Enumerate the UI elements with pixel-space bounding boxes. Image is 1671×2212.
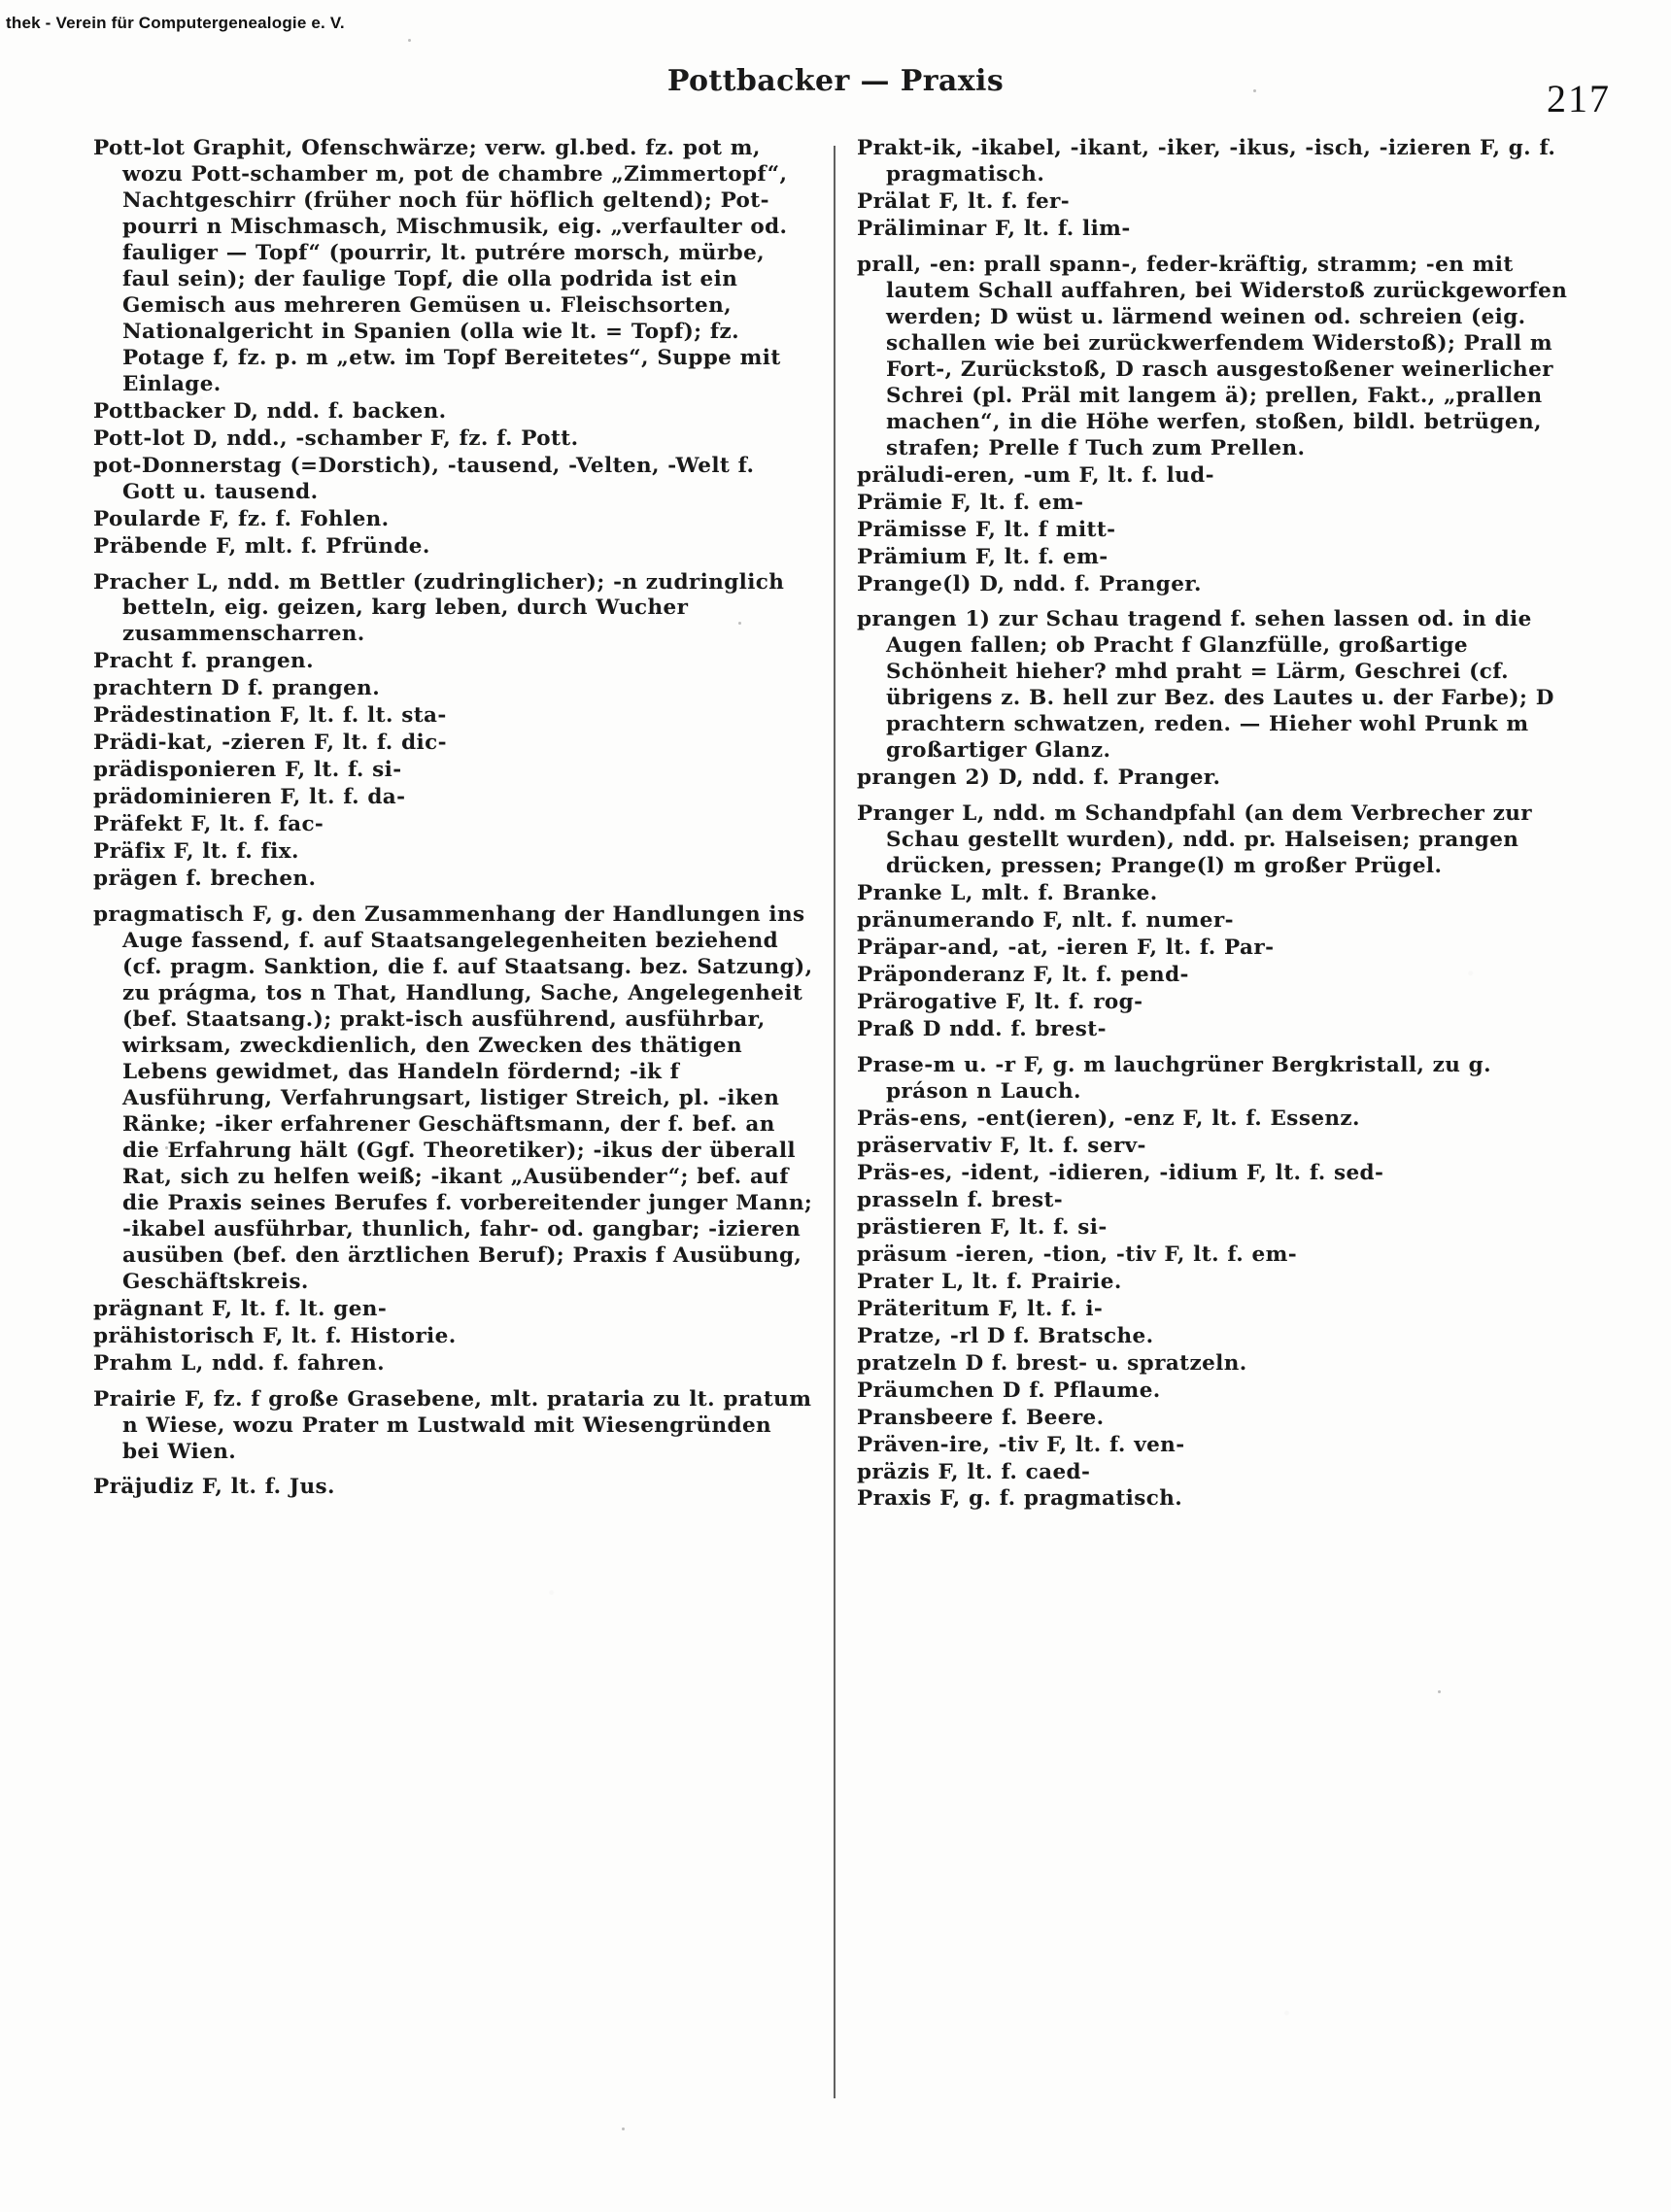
left-column — [93, 136, 814, 2098]
dictionary-entry: pränumerando F, nlt. f. numer- — [857, 908, 1234, 934]
dictionary-entry: präzis F, lt. f. caed- — [857, 1459, 1091, 1484]
dictionary-entry: Präs-es, -ident, -idieren, -idium F, lt. f. sed- — [857, 1160, 1384, 1185]
dictionary-entry: präludi-eren, -um F, lt. f. lud- — [857, 462, 1214, 488]
dictionary-entry: Prairie F, fz. f große Grasebene, mlt. prataria zu lt. pratum n Wiese, wozu Prater m Lustwald mit Wiesengründen bei Wien. — [93, 1386, 812, 1464]
dictionary-entry: Pracher L, ndd. m Bettler (zudringlicher); -n zudringlich betteln, eig. geizen, karg leben, durch Wucher zusammenscharren. — [93, 569, 785, 647]
dictionary-entry: Prädi-kat, -zieren F, lt. f. dic- — [93, 731, 447, 756]
dictionary-entry: Pranke L, mlt. f. Branke. — [857, 881, 1158, 906]
dictionary-entry: Pracht f. prangen. — [93, 649, 314, 674]
dictionary-entry: pragmatisch F, g. den Zusammenhang der Handlungen ins Auge fassend, f. auf Staatsangelegenheiten beziehend (cf. pragm. Sanktion, die f. auf Staatsang. bez. Satzung), zu prágma, tos n That, Handlung, Sache, Angelegenheit (bef. Staatsang.); prakt-isch ausführend, ausführbar, wirksam, zweckdienlich, den Zwecken des thätigen Lebens gewidmet, das Handeln fördernd; -ik f Ausführung, Verfahrungsart, listiger Streich, pl. -iken Ränke; -iker erfahrener Geschäftsmann, der f. bef. an die Erfahrung hält (Ggf. Theoretiker); -ikus der überall Rat, sich zu helfen weiß; -ikant „Ausübender“; bef. auf die Praxis seines Berufes f. vorbereitender junger Mann; -ikabel ausführbar, thunlich, fahr- od. gangbar; -izieren ausüben (bef. den ärztlichen Beruf); Praxis f Ausübung, Geschäftskreis. — [93, 902, 813, 1294]
dictionary-entry: Präjudiz F, lt. f. Jus. — [93, 1475, 335, 1500]
dictionary-entry: Poularde F, fz. f. Fohlen. — [93, 506, 390, 531]
dictionary-entry: Präs-ens, -ent(ieren), -enz F, lt. f. Essenz. — [857, 1106, 1360, 1131]
dictionary-entry: Prater L, lt. f. Prairie. — [857, 1269, 1122, 1294]
dictionary-entry: prägen f. brechen. — [93, 867, 317, 892]
dictionary-entry: prädominieren F, lt. f. da- — [93, 785, 406, 810]
dictionary-entry: Präpar-and, -at, -ieren F, lt. f. Par- — [857, 936, 1275, 961]
dictionary-entry: Präliminar F, lt. f. lim- — [857, 216, 1131, 241]
library-watermark: thek - Verein für Computergenealogie e. V. — [6, 14, 345, 32]
dictionary-entry: Prämium F, lt. f. em- — [857, 544, 1108, 569]
dictionary-entry: präservativ F, lt. f. serv- — [857, 1133, 1146, 1158]
right-column — [857, 136, 1578, 2098]
dictionary-entry: Präven-ire, -tiv F, lt. f. ven- — [857, 1432, 1185, 1457]
dictionary-entry: Prakt-ik, -ikabel, -ikant, -iker, -ikus, -isch, -izieren F, g. f. pragmatisch. — [857, 136, 1556, 187]
dictionary-entry: Präbende F, mlt. f. Pfründe. — [93, 533, 430, 559]
dictionary-entry: Pott-lot D, ndd., -schamber F, fz. f. Pott. — [93, 425, 579, 451]
dictionary-entry: Prange(l) D, ndd. f. Pranger. — [857, 571, 1202, 596]
dictionary-entry: Präfix F, lt. f. fix. — [93, 839, 299, 865]
dictionary-entry: Prärogative F, lt. f. rog- — [857, 990, 1143, 1015]
dictionary-entry: prästieren F, lt. f. si- — [857, 1214, 1108, 1240]
dictionary-entry: prangen 1) zur Schau tragend f. sehen lassen od. in die Augen fallen; ob Pracht f Glanzfülle, großartige Schönheit hieher? mhd praht = Lärm, Geschrei (cf. übrigens z. B. hell zur Bez. des Lautes u. der Farbe); D prachtern schwatzen, reden. — Hieher wohl Prunk m großartiger Glanz. — [857, 607, 1554, 764]
dictionary-entry: prall, -en: prall spann-, feder-kräftig, stramm; -en mit lautem Schall auffahren, bei Widerstoß zurückgeworfen werden; D wüst u. lärmend weinen od. schreien (eig. schallen wie bei zurückwerfendem Widerstoß); Prall m Fort-, Zurückstoß, D rasch ausgestoßener weinerlicher Schrei (pl. Präl mit langem ä); prellen, Fakt., „prallen machen“, in die Höhe werfen, stoßen, bildl. betrügen, strafen; Prelle f Tuch zum Prellen. — [857, 252, 1568, 460]
running-head: Pottbacker — Praxis — [666, 64, 1005, 98]
dictionary-entry: prangen 2) D, ndd. f. Pranger. — [857, 766, 1221, 791]
dictionary-entry: prasseln f. brest- — [857, 1187, 1064, 1212]
dictionary-entry: pratzeln D f. brest- u. spratzeln. — [857, 1350, 1247, 1376]
dictionary-entry: pot-Donnerstag (=Dorstich), -tausend, -Velten, -Welt f. Gott u. tausend. — [93, 453, 755, 504]
dictionary-entry: Prahm L, ndd. f. fahren. — [93, 1350, 386, 1376]
dictionary-entry: Präfekt F, lt. f. fac- — [93, 812, 324, 837]
dictionary-entry: Prämisse F, lt. f mitt- — [857, 517, 1116, 542]
text-columns — [93, 136, 1578, 2098]
dictionary-entry: präsum -ieren, -tion, -tiv F, lt. f. em- — [857, 1242, 1298, 1267]
dictionary-entry: Pott-lot Graphit, Ofenschwärze; verw. gl.bed. fz. pot m, wozu Pott-schamber m, pot de chambre „Zimmertopf“, Nachtgeschirr (früher noch für höflich geltend); Pot-pourri n Mischmasch, Mischmusik, eig. „verfaulter od. fauliger — Topf“ (pourrir, lt. putrére morsch, mürbe, faul sein); der faulige Topf, die olla podrida ist ein Gemisch aus mehreren Gemüsen u. Fleischsorten, Nationalgericht in Spanien (olla wie lt. = Topf); fz. Potage f, fz. p. m „etw. im Topf Bereitetes“, Suppe mit Einlage. — [93, 136, 788, 396]
dictionary-entry: Prädestination F, lt. f. lt. sta- — [93, 703, 447, 729]
dictionary-entry: Prase-m u. -r F, g. m lauchgrüner Bergkristall, zu g. práson n Lauch. — [857, 1052, 1491, 1104]
dictionary-entry: prachtern D f. prangen. — [93, 676, 381, 701]
page-number: 217 — [1547, 77, 1611, 120]
dictionary-entry: Pottbacker D, ndd. f. backen. — [93, 398, 447, 424]
dictionary-entry: Pranger L, ndd. m Schandpfahl (an dem Verbrecher zur Schau gestellt wurden), ndd. pr. Halseisen; prangen drücken, pressen; Prange(l) m großer Prügel. — [857, 801, 1533, 879]
dictionary-entry: Praß D ndd. f. brest- — [857, 1017, 1107, 1041]
dictionary-entry: Praxis F, g. f. pragmatisch. — [857, 1486, 1183, 1512]
dictionary-entry: Pratze, -rl D f. Bratsche. — [857, 1323, 1154, 1348]
dictionary-entry: Präteritum F, lt. f. i- — [857, 1296, 1104, 1321]
dictionary-entry: prähistorisch F, lt. f. Historie. — [93, 1323, 457, 1348]
dictionary-entry: Präumchen D f. Pflaume. — [857, 1378, 1161, 1403]
dictionary-entry: Pransbeere f. Beere. — [857, 1405, 1105, 1430]
dictionary-entry: prägnant F, lt. f. lt. gen- — [93, 1296, 388, 1321]
dictionary-entry: Prälat F, lt. f. fer- — [857, 188, 1071, 214]
dictionary-entry: Präponderanz F, lt. f. pend- — [857, 963, 1189, 988]
dictionary-entry: prädisponieren F, lt. f. si- — [93, 758, 402, 783]
dictionary-entry: Prämie F, lt. f. em- — [857, 490, 1084, 515]
